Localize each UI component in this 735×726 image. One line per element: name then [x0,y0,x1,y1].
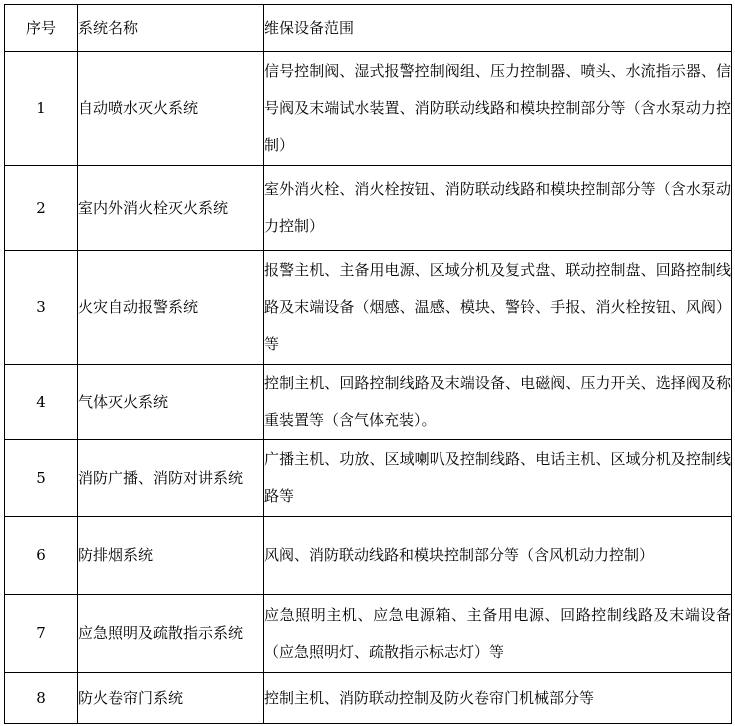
table-row [5,517,732,595]
header-row [5,5,732,52]
row-number: 4 [5,365,78,440]
row-number: 1 [5,52,78,166]
system-name: 应急照明及疏散指示系统 [78,595,264,673]
equipment-scope: 风阀、消防联动线路和模块控制部分等（含风机动力控制） [264,517,732,595]
table-row [5,365,732,440]
table-row [5,166,732,251]
system-name: 防排烟系统 [78,517,264,595]
system-name: 防火卷帘门系统 [78,673,264,724]
system-name: 自动喷水灭火系统 [78,52,264,166]
row-number: 8 [5,673,78,724]
table-row [5,52,732,166]
equipment-scope: 报警主机、主备用电源、区域分机及复式盘、联动控制盘、回路控制线路及末端设备（烟感、温感、模块、警铃、手报、消火栓按钮、风阀）等 [264,251,732,365]
row-number: 2 [5,166,78,251]
equipment-scope: 广播主机、功放、区域喇叭及控制线路、电话主机、区域分机及控制线路等 [264,440,732,517]
header-equipment-scope: 维保设备范围 [264,5,732,52]
table-row [5,251,732,365]
row-number: 5 [5,440,78,517]
system-name: 室内外消火栓灭火系统 [78,166,264,251]
header-number: 序号 [5,5,78,52]
table-row [5,673,732,724]
row-number: 6 [5,517,78,595]
equipment-scope: 控制主机、消防联动控制及防火卷帘门机械部分等 [264,673,732,724]
header-system-name: 系统名称 [78,5,264,52]
equipment-scope: 应急照明主机、应急电源箱、主备用电源、回路控制线路及末端设备（应急照明灯、疏散指示标志灯）等 [264,595,732,673]
row-number: 7 [5,595,78,673]
system-name: 火灾自动报警系统 [78,251,264,365]
table-row [5,440,732,517]
system-name: 气体灭火系统 [78,365,264,440]
system-name: 消防广播、消防对讲系统 [78,440,264,517]
maintenance-scope-table [4,4,732,724]
equipment-scope: 信号控制阀、湿式报警控制阀组、压力控制器、喷头、水流指示器、信号阀及末端试水装置、消防联动线路和模块控制部分等（含水泵动力控制） [264,52,732,166]
row-number: 3 [5,251,78,365]
equipment-scope: 控制主机、回路控制线路及末端设备、电磁阀、压力开关、选择阀及称重装置等（含气体充装）。 [264,365,732,440]
equipment-scope: 室外消火栓、消火栓按钮、消防联动线路和模块控制部分等（含水泵动力控制） [264,166,732,251]
table-row [5,595,732,673]
